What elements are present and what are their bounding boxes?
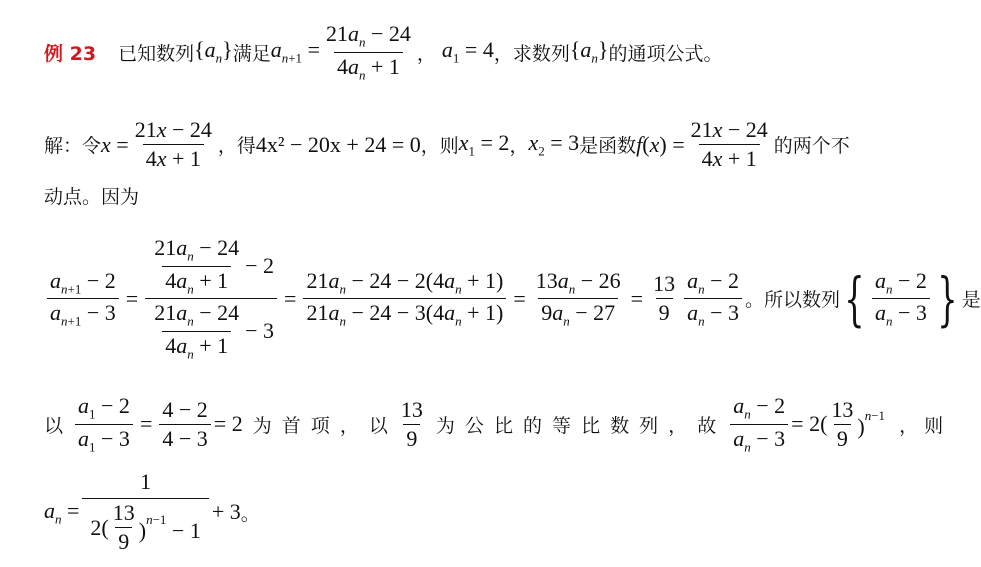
first-term-frac: $\frac{a_1 - 2}{a_1 - 3}$ xyxy=(75,394,133,454)
example-label: 例 23 xyxy=(44,42,97,65)
text-satisfies: 满足 xyxy=(232,42,271,65)
example-statement: 例 23 已知数列 $\{a_n\}$ 满足 $a_{n+1}$ = $\frac{21a_n - 24}{4a_n + 1}$ ， $a_1 = 4$ ，求数列 $\{a_n\}$ 的通项公式。 xyxy=(44,21,723,83)
seq-an: $\{a_n\}$ xyxy=(194,37,233,66)
recurrence-fraction: $\frac{21a_n - 24}{4a_n + 1}$ xyxy=(325,21,411,83)
common-ratio: $\frac{13}{9}$ xyxy=(400,396,423,451)
seq-ratio: $\frac{a_n - 2}{a_n - 3}$ xyxy=(872,269,930,329)
final-formula: $a_n$ = 1 2( $\frac{13}{9}$ )$^{n-1}$ − 1 + 3 。 xyxy=(44,469,260,555)
quadratic-eq: 4x² − 20x + 24 = 0 xyxy=(255,131,421,157)
text-find: ，求数列 xyxy=(493,42,570,65)
final-fraction: 1 2( $\frac{13}{9}$ )$^{n-1}$ − 1 xyxy=(82,470,208,555)
x1-value: $x_1 = 2$ xyxy=(458,129,510,159)
expanded-fraction: $\frac{21a_n - 24 - 2(4a_n + 1)}{21a_n - 24 - 3(4a_n + 1)}$ xyxy=(303,269,506,329)
derivation: $\frac{a_{n+1} - 2}{a_{n+1} - 3}$ = $\frac{21a_n - 24}{4a_n + 1}$ − 2 $\frac{21a_n - 24}{4a_n + 1}$ − 3 = $\frac{21a_n - 24 - 2(4a_n + 1)}{21a_n - 24 - 3(4a_n + 1)}$ = $\frac{13a_n - 26}{9a_n - 27}$ = $\frac{13}{9}$ $\frac{a_n - 2}{a_n - 3}$ 。所以数列 { $\frac{a_n - 2}{a_n - 3}$ } 是 xyxy=(44,236,981,362)
geometric-line: 以 $\frac{a_1 - 2}{a_1 - 3}$ = $\frac{4 - 2}{4 - 3}$ = 2 为 首 项 ， 以 $\frac{13}{9}$ 为 公 比 的 等 比 数 列 ， 故 $\frac{a_n - 2}{a_n - 3}$ = 2( $\frac{13}{9}$ )$^{n-1}$ ， 则 xyxy=(44,393,944,455)
simplified-fraction: $\frac{13a_n - 26}{9a_n - 27}$ xyxy=(535,267,621,329)
text-known: 已知数列 xyxy=(118,42,195,65)
x2-value: $x_2 = 3$ xyxy=(528,129,580,159)
compound-fraction: $\frac{21a_n - 24}{4a_n + 1}$ − 2 $\frac{21a_n - 24}{4a_n + 1}$ − 3 xyxy=(145,236,277,362)
text-general: 的通项公式。 xyxy=(608,42,723,65)
ratio-lhs: $\frac{a_{n+1} - 2}{a_{n+1} - 3}$ xyxy=(47,269,119,329)
a1-value: $a_1 = 4$ xyxy=(441,37,494,66)
solution-line-1: 解：令 x = $\frac{21x - 24}{4x + 1}$ ，得 4x² − 20x + 24 = 0 ，则 $x_1 = 2$ ， $x_2 = 3$ 是函数 f(x) = $\frac{21x - 24}{4x + 1}$ 的两个不 xyxy=(44,117,850,172)
recurrence-lhs: $a_{n+1}$ = xyxy=(270,37,320,66)
solution-line-2: 动点。因为 xyxy=(44,186,140,208)
fx-fraction: $\frac{21x - 24}{4x + 1}$ xyxy=(134,117,212,172)
solution-intro: 解：令 xyxy=(44,135,102,158)
